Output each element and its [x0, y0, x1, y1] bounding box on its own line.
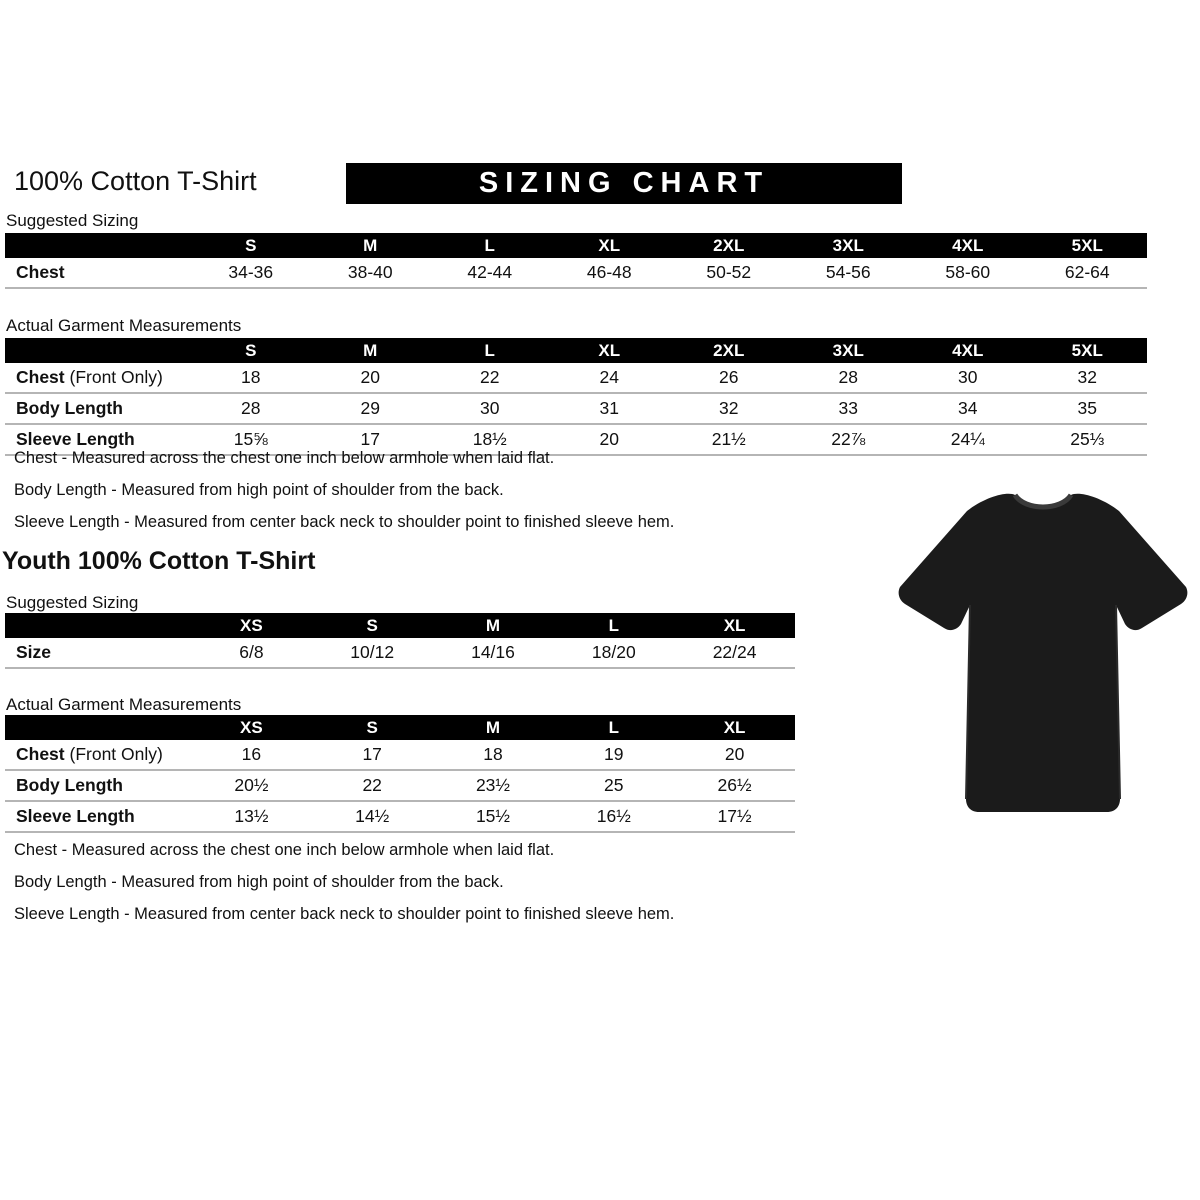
size-col-header: 3XL	[832, 235, 864, 255]
size-value: 17	[360, 429, 380, 449]
size-value: 18/20	[591, 642, 636, 662]
size-col-header: M	[485, 615, 501, 635]
size-value: 18½	[472, 429, 507, 449]
size-value: 46-48	[586, 262, 632, 282]
table-row	[5, 771, 795, 802]
size-value: 16½	[596, 806, 631, 826]
row-label-text: Chest	[16, 367, 65, 387]
heading-actual-measurements-youth: Actual Garment Measurements	[6, 695, 242, 714]
page-title-adult: 100% Cotton T-Shirt	[14, 166, 257, 196]
size-value: 34	[958, 398, 978, 418]
size-value: 14/16	[471, 642, 515, 662]
size-value: 32	[719, 398, 739, 418]
size-value: 20	[360, 367, 380, 387]
note-line: Sleeve Length - Measured from center back neck to shoulder point to finished sleeve hem.	[14, 513, 675, 531]
size-value: 25⅓	[1070, 429, 1105, 449]
heading-actual-measurements-adult: Actual Garment Measurements	[6, 316, 242, 335]
heading-suggested-sizing-adult: Suggested Sizing	[6, 211, 139, 230]
size-value: 25	[604, 775, 624, 795]
size-value: 30	[958, 367, 978, 387]
size-value: 62-64	[1064, 262, 1110, 282]
row-label-text: Body Length	[16, 398, 123, 418]
size-col-header: S	[245, 235, 257, 255]
size-value: 14½	[355, 806, 390, 826]
measurement-notes-youth	[14, 841, 674, 937]
size-value: 19	[604, 744, 624, 764]
size-col-header: XS	[240, 615, 263, 635]
size-col-header: M	[363, 340, 378, 360]
size-value: 10/12	[350, 642, 395, 662]
size-value: 34-36	[228, 262, 274, 282]
youth-actual-measurements-table	[5, 715, 795, 833]
size-value: 26	[719, 367, 739, 387]
row-label	[5, 367, 191, 388]
row-label-text: Chest	[16, 262, 65, 282]
note-line: Body Length - Measured from high point of shoulder from the back.	[14, 481, 504, 499]
size-value: 22⅞	[831, 429, 866, 449]
size-col-header: 3XL	[832, 340, 864, 360]
size-value: 21½	[711, 429, 746, 449]
size-value: 17½	[717, 806, 752, 826]
size-col-header: L	[608, 717, 619, 737]
size-value: 28	[241, 398, 261, 418]
size-value: 15⅝	[233, 429, 268, 449]
note-line: Body Length - Measured from high point of shoulder from the back.	[14, 873, 504, 891]
size-value: 42-44	[467, 262, 513, 282]
size-value: 18	[241, 367, 261, 387]
tshirt-graphic	[893, 477, 1193, 822]
table-row	[5, 363, 1147, 394]
size-value: 13½	[234, 806, 269, 826]
size-col-header: XL	[598, 235, 621, 255]
table-header-row	[5, 613, 795, 638]
row-label	[5, 398, 191, 419]
size-col-header: M	[363, 235, 378, 255]
size-value: 28	[838, 367, 858, 387]
page-title-youth: Youth 100% Cotton T-Shirt	[2, 547, 316, 575]
size-value: 22	[480, 367, 500, 387]
size-col-header: S	[245, 340, 257, 360]
adult-actual-measurements-table	[5, 338, 1147, 456]
row-label	[5, 806, 191, 827]
measurement-notes-adult	[14, 449, 674, 545]
size-col-header: L	[484, 235, 495, 255]
size-col-header: L	[608, 615, 619, 635]
size-value: 50-52	[706, 262, 752, 282]
size-value: 16	[241, 744, 262, 764]
size-value: 18	[483, 744, 503, 764]
row-label	[5, 262, 191, 283]
row-label-text: Body Length	[16, 775, 123, 795]
row-label-text: Sleeve Length	[16, 806, 135, 826]
size-col-header: 2XL	[713, 340, 745, 360]
row-label	[5, 642, 191, 663]
size-col-header: S	[366, 615, 378, 635]
size-value: 6/8	[239, 642, 264, 662]
size-col-header: 2XL	[713, 235, 745, 255]
tshirt-product-image	[893, 477, 1193, 822]
row-label	[5, 429, 191, 450]
size-value: 29	[360, 398, 380, 418]
table-row	[5, 802, 795, 833]
size-col-header: 5XL	[1071, 340, 1103, 360]
size-value: 22/24	[712, 642, 757, 662]
row-label-text: Chest	[16, 744, 65, 764]
size-col-header: XL	[598, 340, 621, 360]
sizing-chart-banner: SIZING CHART	[346, 163, 902, 204]
size-col-header: 4XL	[952, 340, 984, 360]
size-col-header: XL	[723, 615, 746, 635]
size-value: 15½	[475, 806, 511, 826]
size-col-header: M	[485, 717, 501, 737]
size-col-header: S	[366, 717, 378, 737]
size-value: 32	[1077, 367, 1097, 387]
size-value: 20½	[234, 775, 269, 795]
size-col-header: L	[484, 340, 495, 360]
table-row	[5, 638, 795, 669]
table-row	[5, 394, 1147, 425]
size-value: 30	[480, 398, 500, 418]
note-line: Chest - Measured across the chest one inch below armhole when laid flat.	[14, 841, 555, 859]
size-value: 17	[362, 744, 382, 764]
note-line: Chest - Measured across the chest one inch below armhole when laid flat.	[14, 449, 555, 467]
note-line: Sleeve Length - Measured from center back neck to shoulder point to finished sleeve hem.	[14, 905, 675, 923]
row-label	[5, 775, 191, 796]
row-label-text: Size	[16, 642, 52, 662]
size-col-header: XL	[723, 717, 746, 737]
heading-suggested-sizing-youth: Suggested Sizing	[6, 593, 139, 612]
row-label-text: Sleeve Length	[16, 429, 135, 449]
size-col-header: 5XL	[1071, 235, 1103, 255]
size-value: 31	[599, 398, 619, 418]
size-value: 26½	[717, 775, 752, 795]
youth-suggested-sizing-table	[5, 613, 795, 669]
size-value: 33	[838, 398, 858, 418]
table-row	[5, 740, 795, 771]
size-value: 35	[1077, 398, 1097, 418]
size-value: 20	[724, 744, 745, 764]
table-row	[5, 258, 1147, 289]
size-value: 22	[362, 775, 382, 795]
size-value: 58-60	[945, 262, 991, 282]
adult-suggested-sizing-table	[5, 233, 1147, 289]
row-label	[5, 744, 191, 765]
size-value: 24¼	[950, 429, 985, 449]
size-col-header: XS	[240, 717, 263, 737]
table-header-row	[5, 715, 795, 740]
size-value: 54-56	[825, 262, 871, 282]
table-header-row	[5, 233, 1147, 258]
size-value: 20	[599, 429, 619, 449]
row-label-suffix: (Front Only)	[64, 744, 163, 764]
row-label-suffix: (Front Only)	[64, 367, 163, 387]
size-value: 23½	[475, 775, 511, 795]
size-col-header: 4XL	[952, 235, 984, 255]
size-value: 38-40	[347, 262, 393, 282]
table-header-row	[5, 338, 1147, 363]
size-value: 24	[599, 367, 619, 387]
